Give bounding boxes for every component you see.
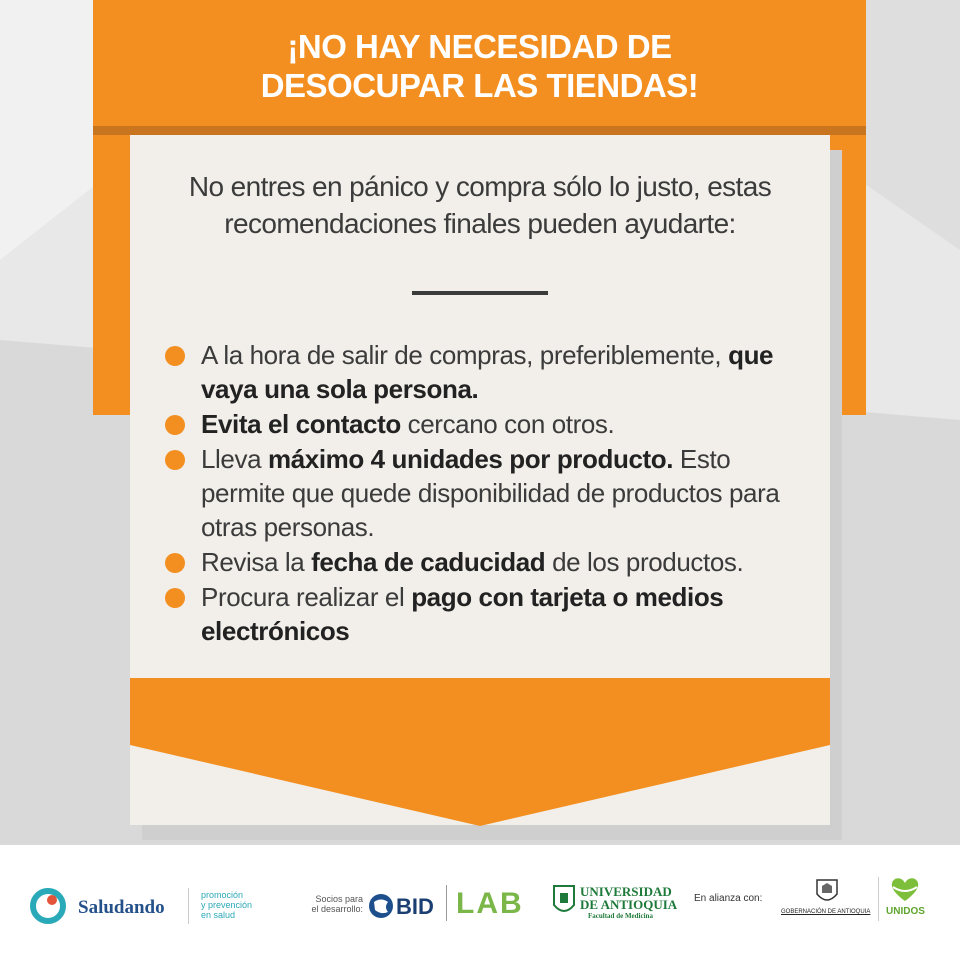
separator bbox=[878, 877, 879, 921]
bullet-icon bbox=[165, 450, 185, 470]
udea-logo: UNIVERSIDAD DE ANTIOQUIA Facultad de Medicina bbox=[580, 884, 678, 920]
saludando-logo: Saludando bbox=[78, 897, 165, 918]
separator bbox=[188, 888, 189, 924]
tip-bold: que vaya una sola persona. bbox=[201, 340, 774, 404]
intro-line-2: recomendaciones finales pueden ayudarte: bbox=[224, 208, 736, 239]
separator bbox=[446, 885, 447, 921]
intro-text bbox=[130, 168, 830, 242]
divider bbox=[412, 291, 548, 295]
bid-globe-icon bbox=[368, 893, 394, 919]
bullet-icon bbox=[165, 346, 185, 366]
tip-text: Revisa la bbox=[201, 547, 312, 577]
footer-logos bbox=[0, 845, 960, 958]
bullet-icon bbox=[165, 588, 185, 608]
tip-text: Esto permite que quede disponibilidad de productos para otras personas. bbox=[201, 444, 780, 542]
list-item bbox=[165, 407, 805, 441]
list-item bbox=[165, 545, 805, 579]
tip-bold: máximo 4 unidades por producto. bbox=[267, 444, 674, 474]
socios-label: Socios para el desarrollo: bbox=[311, 894, 363, 914]
bullet-icon bbox=[165, 553, 185, 573]
intro-line-1: No entres en pánico y compra sólo lo justo, estas bbox=[188, 171, 772, 202]
headline-line-2: DESOCUPAR LAS TIENDAS! bbox=[260, 67, 699, 104]
tip-text: cercano con otros. bbox=[400, 409, 615, 439]
list-item bbox=[165, 442, 805, 544]
unidos-heart-icon bbox=[887, 875, 923, 903]
alianza-label: En alianza con: bbox=[694, 893, 763, 904]
tip-text: A la hora de salir de compras, preferiblemente, bbox=[201, 340, 729, 370]
headline bbox=[93, 27, 866, 105]
saludando-logo-icon bbox=[30, 888, 66, 924]
tip-bold: fecha de caducidad bbox=[311, 547, 546, 577]
lab-logo: LAB bbox=[456, 887, 524, 920]
bid-logo: BID bbox=[396, 894, 434, 919]
tip-bold: Evita el contacto bbox=[201, 409, 401, 439]
list-item bbox=[165, 338, 805, 406]
tips-list bbox=[165, 338, 805, 649]
unidos-logo: UNIDOS bbox=[886, 906, 925, 917]
udea-shield-icon bbox=[553, 885, 575, 917]
tip-text: Lleva bbox=[201, 444, 268, 474]
saludando-tagline: promoción y prevención en salud bbox=[201, 890, 253, 920]
tip-bold: pago con tarjeta o medios electrónicos bbox=[201, 582, 724, 646]
tip-text: de los productos. bbox=[545, 547, 744, 577]
headline-line-1: ¡NO HAY NECESIDAD DE bbox=[287, 28, 672, 65]
list-item bbox=[165, 580, 805, 648]
tip-text: Procura realizar el bbox=[201, 582, 412, 612]
bullet-icon bbox=[165, 415, 185, 435]
gobernacion-logo: GOBERNACIÓN DE ANTIOQUIA bbox=[781, 909, 871, 915]
gobernacion-shield-icon bbox=[815, 878, 839, 906]
